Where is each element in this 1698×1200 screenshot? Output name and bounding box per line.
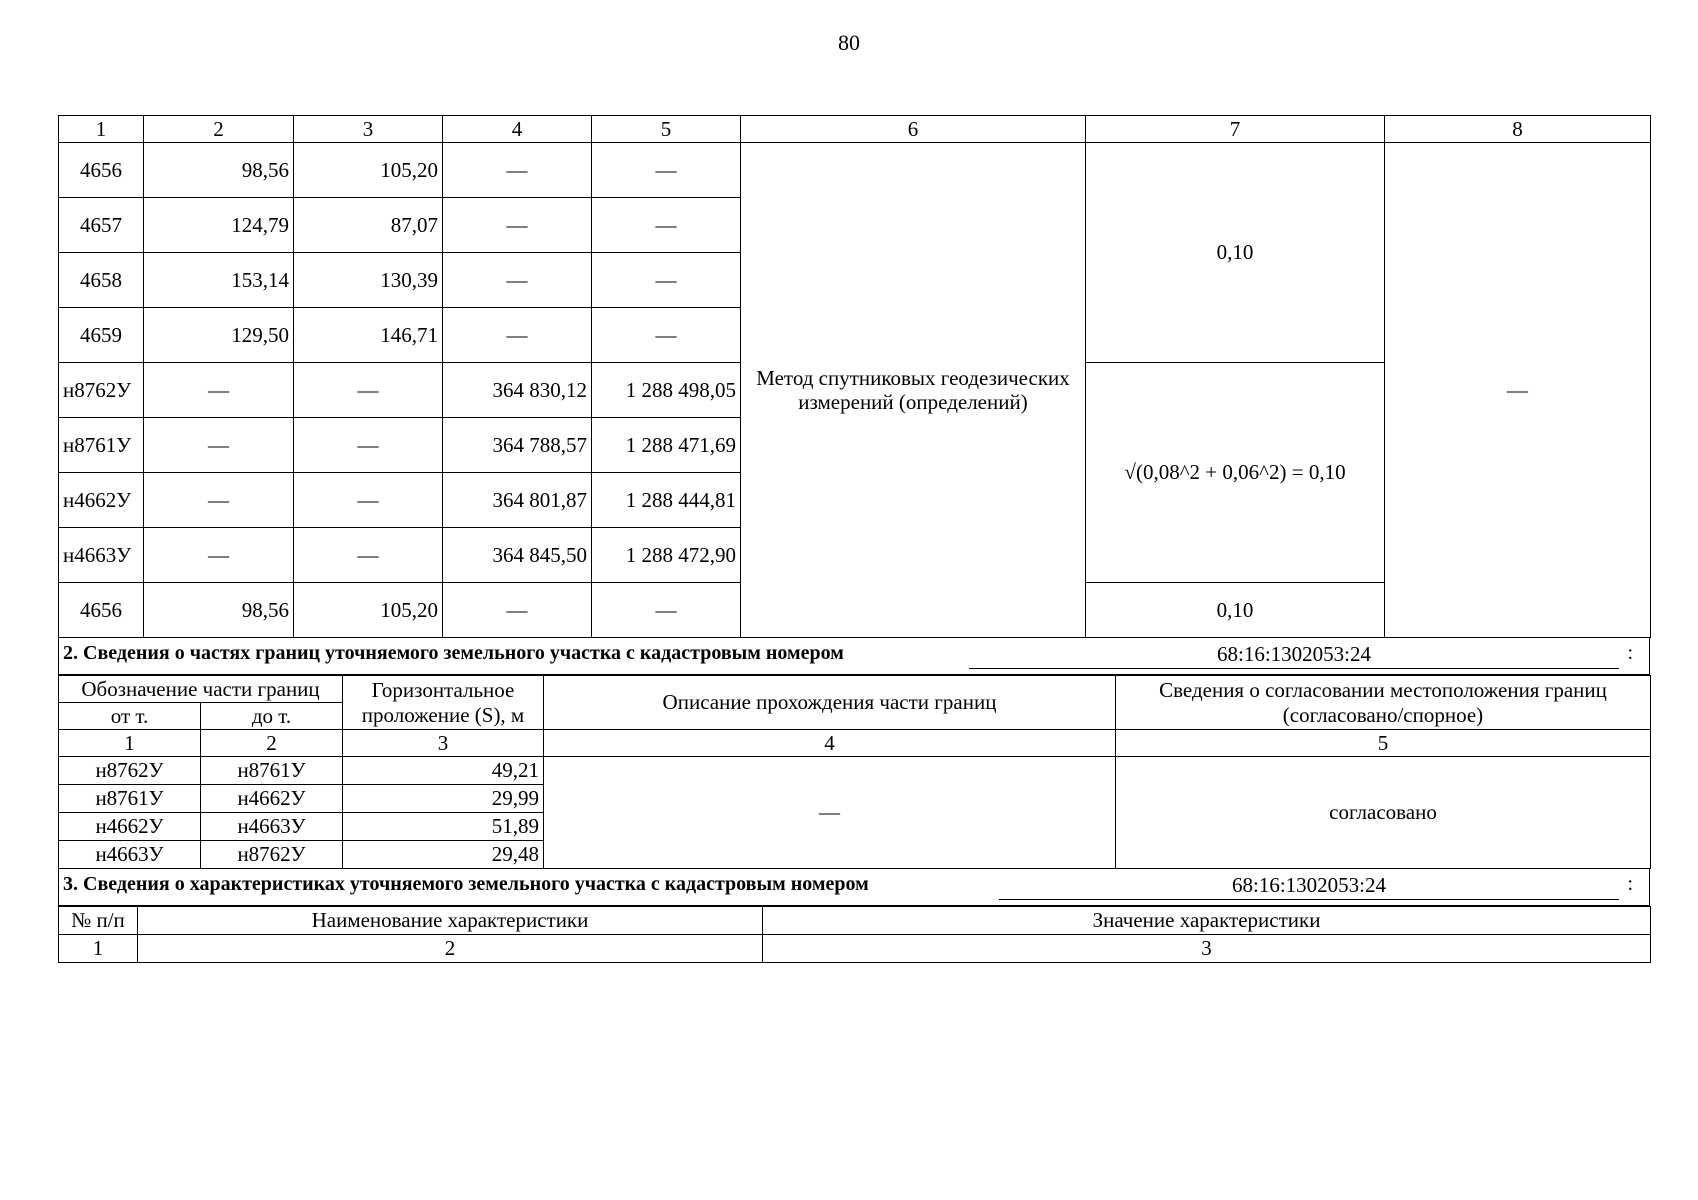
table-row <box>59 757 1651 785</box>
x-new: 364 845,50 <box>443 528 592 583</box>
characteristics-table <box>58 906 1651 963</box>
to-point: н4663У <box>201 813 343 841</box>
x-old: 124,79 <box>144 198 294 253</box>
coordinates-table <box>58 115 1651 638</box>
col-header: 1 <box>59 730 201 757</box>
to-point: н8762У <box>201 841 343 869</box>
boundary-parts-table <box>58 675 1651 869</box>
point-id: 4659 <box>59 308 144 363</box>
x-old: — <box>144 363 294 418</box>
section3-cadastral-number: 68:16:1302053:24 <box>999 873 1619 900</box>
agreement-value: согласовано <box>1116 757 1651 869</box>
x-new: — <box>443 143 592 198</box>
name-header: Наименование характеристики <box>138 907 763 935</box>
x-new: — <box>443 253 592 308</box>
y-old: 87,07 <box>294 198 443 253</box>
col-header: 5 <box>592 116 741 143</box>
point-id: н8762У <box>59 363 144 418</box>
point-id: н8761У <box>59 418 144 473</box>
x-new: — <box>443 583 592 638</box>
section2-colon: : <box>1627 642 1633 664</box>
column-number-row <box>59 116 1651 143</box>
horizontal-value: 29,48 <box>343 841 544 869</box>
method-cell: Метод спутниковых геодезических измерений (определений) <box>741 143 1086 638</box>
col-header: 2 <box>138 935 763 963</box>
section2-title-row <box>58 638 1650 675</box>
y-new: — <box>592 308 741 363</box>
accuracy-mid: √(0,08^2 + 0,06^2) = 0,10 <box>1086 363 1385 583</box>
x-new: 364 788,57 <box>443 418 592 473</box>
horizontal-value: 29,99 <box>343 785 544 813</box>
accuracy-bottom: 0,10 <box>1086 583 1385 638</box>
y-new: 1 288 498,05 <box>592 363 741 418</box>
point-id: 4657 <box>59 198 144 253</box>
x-old: 129,50 <box>144 308 294 363</box>
value-header: Значение характеристики <box>763 907 1651 935</box>
point-id: н4663У <box>59 528 144 583</box>
point-id: н4662У <box>59 473 144 528</box>
column-number-row <box>59 730 1651 757</box>
col-header: 2 <box>201 730 343 757</box>
x-new: — <box>443 198 592 253</box>
to-point: н4662У <box>201 785 343 813</box>
point-id: 4656 <box>59 143 144 198</box>
horizontal-header: Горизонтальное проложение (S), м <box>343 676 544 730</box>
header-row <box>59 676 1651 703</box>
to-point: н8761У <box>201 757 343 785</box>
section3-title-row <box>58 869 1650 906</box>
description-value: — <box>544 757 1116 869</box>
x-old: 153,14 <box>144 253 294 308</box>
col-header: 5 <box>1116 730 1651 757</box>
y-old: — <box>294 528 443 583</box>
y-new: — <box>592 253 741 308</box>
document-body <box>58 115 1650 963</box>
point-id: 4656 <box>59 583 144 638</box>
y-new: — <box>592 143 741 198</box>
horizontal-value: 49,21 <box>343 757 544 785</box>
section2-cadastral-number: 68:16:1302053:24 <box>969 642 1619 669</box>
y-old: — <box>294 363 443 418</box>
y-old: 130,39 <box>294 253 443 308</box>
y-old: 146,71 <box>294 308 443 363</box>
col8-value: — <box>1385 143 1651 638</box>
x-old: — <box>144 473 294 528</box>
y-old: 105,20 <box>294 143 443 198</box>
accuracy-top: 0,10 <box>1086 143 1385 363</box>
column-number-row <box>59 935 1651 963</box>
col-header: 3 <box>343 730 544 757</box>
col-header: 4 <box>544 730 1116 757</box>
col-header: 7 <box>1086 116 1385 143</box>
point-id: 4658 <box>59 253 144 308</box>
col-header: 8 <box>1385 116 1651 143</box>
col-header: 3 <box>294 116 443 143</box>
horizontal-value: 51,89 <box>343 813 544 841</box>
col-header: 4 <box>443 116 592 143</box>
x-old: — <box>144 528 294 583</box>
from-point: н4662У <box>59 813 201 841</box>
x-new: 364 801,87 <box>443 473 592 528</box>
section3-title: 3. Сведения о характеристиках уточняемого земельного участка с кадастровым номером <box>63 873 869 895</box>
y-new: 1 288 471,69 <box>592 418 741 473</box>
num-header: № п/п <box>59 907 138 935</box>
col-header: 6 <box>741 116 1086 143</box>
y-new: — <box>592 198 741 253</box>
x-new: — <box>443 308 592 363</box>
table-row <box>59 143 1651 198</box>
from-point: н8762У <box>59 757 201 785</box>
section2-title: 2. Сведения о частях границ уточняемого земельного участка с кадастровым номером <box>63 642 844 664</box>
to-header: до т. <box>201 703 343 730</box>
from-header: от т. <box>59 703 201 730</box>
x-old: 98,56 <box>144 143 294 198</box>
col-header: 2 <box>144 116 294 143</box>
y-old: — <box>294 418 443 473</box>
agreement-header: Сведения о согласовании местоположения границ (согласовано/спорное) <box>1116 676 1651 730</box>
y-old: 105,20 <box>294 583 443 638</box>
y-new: — <box>592 583 741 638</box>
x-old: — <box>144 418 294 473</box>
y-new: 1 288 472,90 <box>592 528 741 583</box>
y-new: 1 288 444,81 <box>592 473 741 528</box>
col-header: 1 <box>59 116 144 143</box>
header-row <box>59 907 1651 935</box>
description-header: Описание прохождения части границ <box>544 676 1116 730</box>
y-old: — <box>294 473 443 528</box>
col-header: 3 <box>763 935 1651 963</box>
from-point: н8761У <box>59 785 201 813</box>
section3-colon: : <box>1627 873 1633 895</box>
from-point: н4663У <box>59 841 201 869</box>
x-old: 98,56 <box>144 583 294 638</box>
designation-header: Обозначение части границ <box>59 676 343 703</box>
x-new: 364 830,12 <box>443 363 592 418</box>
page-number: 80 <box>838 30 860 55</box>
col-header: 1 <box>59 935 138 963</box>
